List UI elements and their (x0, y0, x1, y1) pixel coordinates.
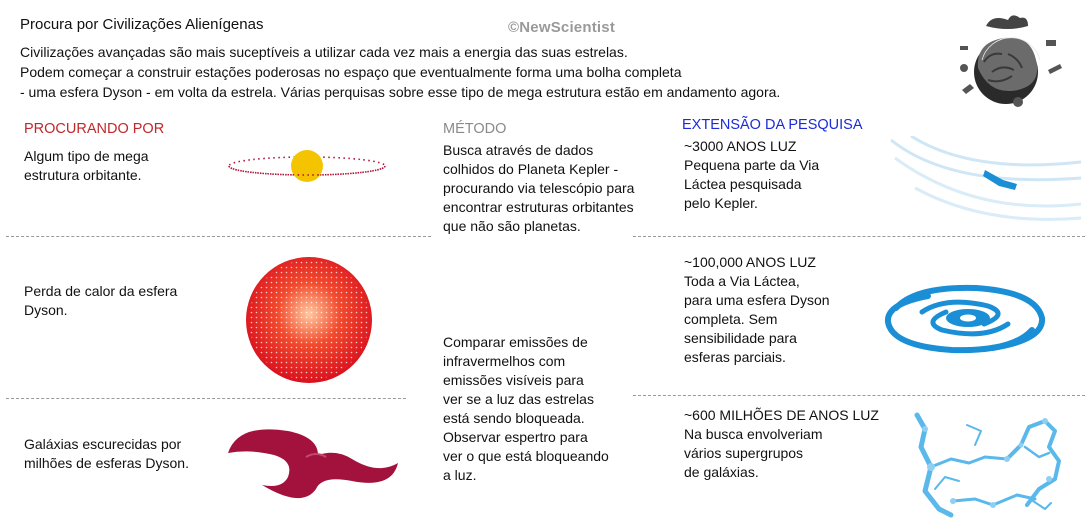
method-line: está sendo bloqueada. (443, 410, 585, 426)
page-title: Procura por Civilizações Alienígenas (20, 16, 264, 33)
row1-extent (684, 137, 819, 213)
extent-line: Pequena parte da Via (684, 157, 820, 173)
extent-line: pelo Kepler. (684, 195, 758, 211)
row3-target (24, 435, 189, 473)
row-divider (633, 395, 1085, 396)
brain-logo-icon (948, 10, 1078, 110)
extent-heading: ~600 MILHÕES DE ANOS LUZ (684, 407, 879, 423)
method-line: infravermelhos com (443, 353, 566, 369)
intro-line-3: - uma esfera Dyson - em volta da estrela. Várias perquisas sobre esse tipo de mega estrutura estão em andamento agora. (20, 84, 781, 100)
extent-heading: ~3000 ANOS LUZ (684, 138, 797, 154)
method-line: ver o que está bloqueando (443, 448, 609, 464)
row2-target (24, 282, 177, 320)
spiral-galaxy-icon (882, 282, 1057, 354)
row3-target-line: milhões de esferas Dyson. (24, 455, 189, 471)
column-header-method: MÉTODO (443, 121, 507, 137)
column-header-extent: EXTENSÃO DA PESQUISA (682, 117, 863, 133)
column-header-looking-for: PROCURANDO POR (24, 121, 165, 137)
row-divider (6, 398, 406, 399)
extent-line: sensibilidade para (684, 330, 797, 346)
extent-line: de galáxias. (684, 464, 759, 480)
method-line: procurando via telescópio para (443, 180, 635, 196)
extent-line: para uma esfera Dyson (684, 292, 830, 308)
method-line: a luz. (443, 467, 477, 483)
row-divider (633, 236, 1085, 237)
method-line: emissões visíveis para (443, 372, 584, 388)
row3-target-line: Galáxias escurecidas por (24, 436, 182, 452)
row1-target (24, 147, 149, 185)
dark-galaxy-icon (220, 415, 400, 505)
row1-target-line: Algum tipo de mega (24, 148, 149, 164)
extent-line: esferas parciais. (684, 349, 786, 365)
extent-line: completa. Sem (684, 311, 778, 327)
intro-line-2: Podem começar a construir estações poderosas no espaço que eventualmente forma uma bolha completa (20, 64, 682, 80)
extent-line: Na busca envolveriam (684, 426, 823, 442)
extent-line: Láctea pesquisada (684, 176, 802, 192)
row3-extent (684, 406, 879, 482)
dyson-sphere-icon (244, 255, 374, 385)
method-line: Comparar emissões de (443, 334, 588, 350)
row1-method (443, 141, 634, 236)
orbiting-structure-icon (222, 146, 392, 186)
row2-target-line: Dyson. (24, 302, 68, 318)
milky-way-arc-icon (885, 136, 1085, 231)
method-line: colhidos do Planeta Kepler - (443, 161, 619, 177)
extent-line: vários supergrupos (684, 445, 804, 461)
row-divider (6, 236, 431, 237)
method-line: ver se a luz das estrelas (443, 391, 594, 407)
row1-target-line: estrutura orbitante. (24, 167, 142, 183)
supercluster-icon (905, 405, 1065, 519)
method-line: Busca através de dados (443, 142, 594, 158)
row2-method (443, 333, 609, 485)
extent-heading: ~100,000 ANOS LUZ (684, 254, 816, 270)
row2-extent (684, 253, 830, 367)
row2-target-line: Perda de calor da esfera (24, 283, 178, 299)
source-credit: ©NewScientist (508, 19, 616, 36)
intro-line-1: Civilizações avançadas são mais suceptíveis a utilizar cada vez mais a energia das suas estrelas. (20, 44, 628, 60)
method-line: que não são planetas. (443, 218, 581, 234)
extent-line: Toda a Via Láctea, (684, 273, 800, 289)
method-line: encontrar estruturas orbitantes (443, 199, 634, 215)
method-line: Observar espertro para (443, 429, 588, 445)
